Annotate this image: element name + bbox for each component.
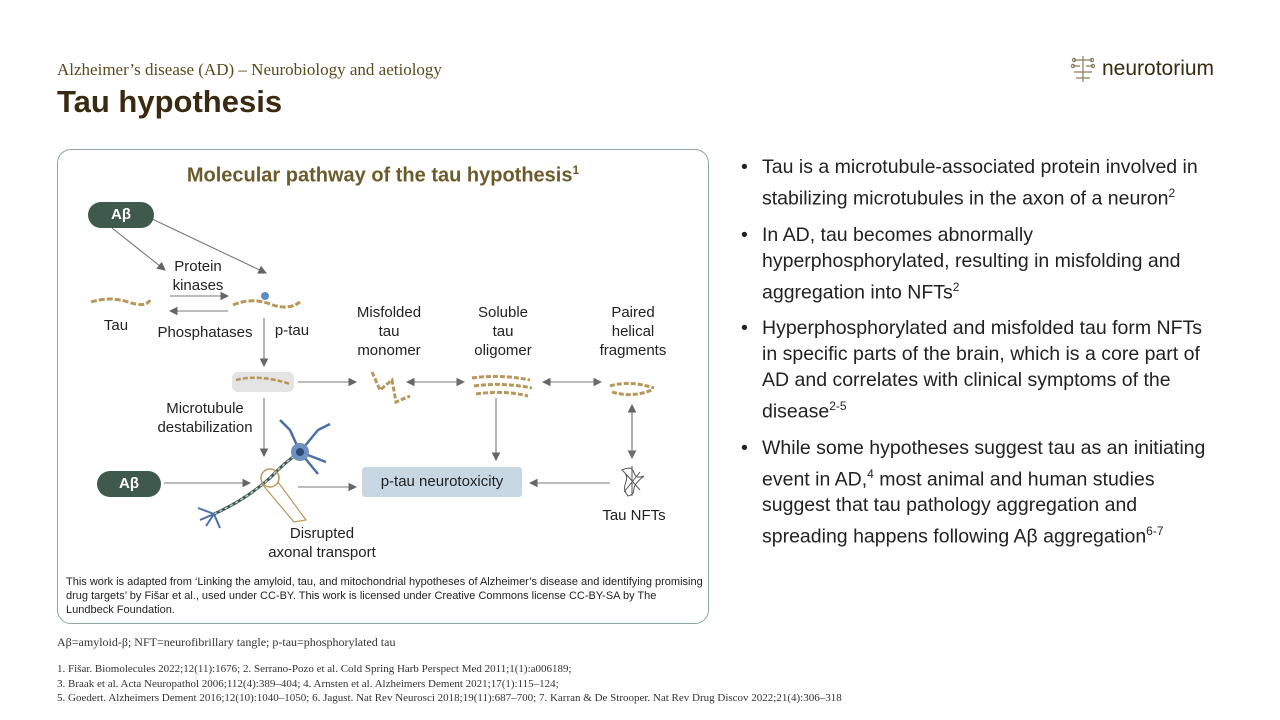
arrow-abeta-kinases (112, 228, 165, 270)
tau-label: Tau (103, 317, 129, 334)
credit-note: This work is adapted from ‘Linking the amyloid, tau, and mitochondrial hypotheses of Alzheimer’s disease and identifying promising drug targets’ by Fišar et al., used under CC-BY. This work is licensed under Creative Commons license CC-BY-SA by The Lundbeck Foundation. (66, 576, 703, 616)
page-title: Tau hypothesis (57, 84, 283, 119)
soluble-oligomer-icon (472, 376, 532, 396)
paired-helical-fragment-icon (610, 383, 654, 394)
logo-text: neurotorium (1102, 57, 1215, 80)
ptau-strand-icon (233, 292, 300, 307)
ptau-neurotoxicity-box: p-tau neurotoxicity (362, 467, 522, 497)
reference-line: 1. Fišar. Biomolecules 2022;12(11):1676; 2. Serrano-Pozo et al. Cold Spring Harb Perspect Med 2011;1(1):a006189; (57, 663, 572, 675)
references (57, 662, 842, 706)
diagram-title: Molecular pathway of the tau hypothesis$^1$ (186, 163, 580, 187)
bullet-item: • In AD, tau becomes abnormally hyperphosphorylated, resulting in misfolding and aggregation into NFTs$^2$ (741, 223, 1181, 303)
reference-line: 5. Goedert. Alzheimers Dement 2016;12(10):1040–1050; 6. Jagust. Nat Rev Neurosci 2018;19(11):687–700; 7. Karran & De Strooper. Nat Rev Drug Discov 2022;21(4):306–318 (57, 692, 842, 704)
paired-helical-label: Paired helical fragments (599, 304, 667, 359)
abeta-bottom-pill: Aβ (97, 471, 161, 497)
section-subtitle: Alzheimer’s disease (AD) – Neurobiology and aetiology (57, 60, 442, 79)
microtubule-destabilization-label: Microtubule destabilization (157, 400, 253, 436)
tau-strand-icon (91, 299, 150, 305)
bullet-item: • Hyperphosphorylated and misfolded tau form NFTs in specific parts of the brain, which is a core part of AD and correlates with clinical symptoms of the disease$^{2-5}$ (741, 317, 1203, 423)
protein-kinases-label: Protein kinases (172, 258, 224, 294)
brain-logo-icon (1070, 54, 1096, 84)
tau-nfts-label: Tau NFTs (602, 507, 666, 524)
misfolded-monomer-label: Misfolded tau monomer (356, 304, 422, 359)
tau-nft-icon (622, 466, 644, 496)
reference-line: 3. Braak et al. Acta Neuropathol 2006;112(4):389–404; 4. Arnsten et al. Alzheimers Dement 2021;17(1):115–124; (57, 677, 559, 690)
bullet-item: • While some hypotheses suggest tau as an initiating event in AD,$^4$ most animal and human studies suggest that tau pathology aggregation and spreading happens following Aβ aggregation$^{6-7}$ (741, 436, 1206, 548)
bullet-list (741, 154, 1211, 560)
phosphatases-label: Phosphatases (157, 324, 253, 341)
soluble-oligomer-label: Soluble tau oligomer (474, 304, 532, 359)
disrupted-transport-label: Disrupted axonal transport (268, 525, 376, 561)
abeta-top-pill: Aβ (88, 202, 154, 228)
ptau-label: p-tau (274, 322, 310, 339)
neurotorium-logo (1070, 54, 1214, 84)
bullet-item: • Tau is a microtubule-associated protein involved in stabilizing microtubules in the axon of a neuron$^2$ (741, 156, 1198, 210)
destabilized-microtubule-icon (232, 372, 294, 392)
misfolded-monomer-icon (372, 372, 410, 402)
abbreviations: Aβ=amyloid-β; NFT=neurofibrillary tangle; p-tau=phosphorylated tau (57, 635, 396, 649)
